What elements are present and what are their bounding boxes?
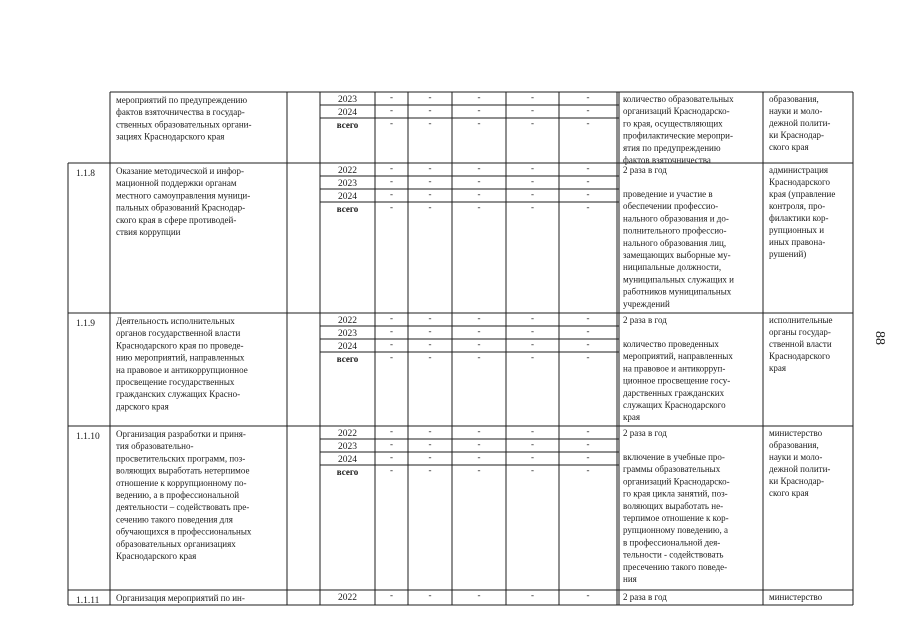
result-indicator-line: дарственных гражданских — [623, 387, 725, 398]
funding-cell: - — [477, 452, 481, 462]
executor-line: ственной власти — [769, 339, 832, 349]
executor-line: образования, — [769, 94, 819, 104]
funding-cell: - — [390, 189, 393, 199]
measure-name-line: дарского края — [116, 401, 169, 412]
measure-name-line: ского края в сфере противодей- — [116, 214, 237, 225]
funding-cell: - — [428, 313, 432, 323]
funding-cell: - — [390, 326, 393, 336]
result-indicator-line: го края цикла занятий, поз- — [623, 488, 728, 499]
executor-line: иных правона- — [769, 237, 826, 247]
result-indicator-line: организаций Краснодарско- — [623, 476, 730, 487]
result-indicator-line: служащих Краснодарского — [623, 400, 726, 410]
funding-cell: - — [428, 590, 432, 600]
executor-line: дежной полити- — [769, 464, 831, 474]
measure-name-line: деятельности – содействовать пре- — [116, 502, 250, 513]
measure-name-line: Оказание методической и инфор- — [116, 166, 245, 176]
year-label: 2024 — [338, 192, 357, 202]
result-indicator-line: муниципальных служащих и — [623, 274, 734, 285]
executor-line: образования, — [769, 440, 819, 450]
measure-name-line: сечению такого поведения для — [116, 514, 233, 525]
funding-cell: - — [428, 326, 432, 336]
measure-name-line: тия образовательно- — [116, 441, 194, 452]
funding-cell: - — [390, 339, 393, 349]
result-indicator-line: рупционному поведению, а — [623, 525, 729, 536]
result-indicator-line: обеспечении профессио- — [623, 201, 719, 212]
funding-cell: - — [586, 313, 590, 323]
measure-name-line: Деятельность исполнительных — [116, 316, 235, 326]
measure-name-line: Краснодарского края по проведе- — [116, 340, 244, 351]
measure-name-line: пальных образований Краснодар- — [116, 202, 246, 213]
measure-name-line: Организация разработки и приня- — [116, 429, 246, 439]
result-indicator-line: терпимое отношение к кор- — [623, 513, 729, 523]
year-label: 2023 — [338, 329, 357, 339]
measure-name-line: просветительских программ, поз- — [116, 453, 246, 464]
year-label: 2022 — [338, 429, 357, 439]
executor-line: рупционных и — [769, 225, 825, 235]
funding-cell: - — [531, 352, 534, 362]
result-indicator-line: нального образования и до- — [623, 213, 729, 224]
measure-name-line: местного самоуправления муници- — [116, 190, 251, 201]
executor-line: министерство — [769, 428, 823, 438]
measure-name-line: гражданских служащих Красно- — [116, 389, 241, 400]
funding-cell: - — [531, 105, 534, 115]
measure-name-line: мероприятий по предупреждению — [116, 95, 248, 105]
funding-cell: - — [477, 176, 481, 186]
funding-cell: - — [531, 426, 534, 436]
year-label: 2024 — [338, 455, 357, 465]
executor-line: Краснодарского — [769, 177, 831, 187]
frequency: 2 раза в год — [623, 428, 667, 438]
funding-cell: - — [531, 313, 534, 323]
total-label: всего — [336, 354, 359, 364]
result-indicator-line: пресечению такого поведе- — [623, 561, 728, 572]
table-content — [76, 92, 835, 606]
total-label: всего — [336, 467, 359, 477]
funding-cell: - — [586, 339, 590, 349]
result-indicator-line: организаций Краснодарско- — [623, 106, 730, 117]
year-label: 2022 — [338, 593, 357, 603]
funding-cell: - — [531, 590, 534, 600]
executor-line: органы государ- — [769, 327, 831, 337]
funding-cell: - — [390, 426, 393, 436]
row-number: 1.1.11 — [76, 596, 100, 606]
year-label: 2022 — [338, 166, 357, 176]
funding-cell: - — [428, 352, 432, 362]
executor-line: Краснодарского — [769, 351, 831, 361]
executor-line: края (управление — [769, 189, 836, 199]
frequency: 2 раза в год — [623, 315, 667, 325]
measure-name-line: Краснодарского края — [116, 551, 197, 561]
year-label: 2023 — [338, 95, 357, 105]
result-indicator-line: тельности - содействовать — [623, 549, 724, 560]
funding-cell: - — [477, 105, 481, 115]
result-indicator-line: фактов взяточничества — [623, 155, 711, 165]
funding-cell: - — [390, 176, 393, 186]
funding-cell: - — [477, 163, 481, 173]
measure-name-line: органов государственной власти — [116, 328, 241, 339]
year-label: 2023 — [338, 179, 357, 189]
result-indicator-line: граммы образовательных — [623, 464, 721, 475]
funding-cell: - — [428, 339, 432, 349]
page-number: 88 — [872, 331, 887, 345]
total-label: всего — [336, 120, 359, 130]
funding-cell: - — [390, 439, 393, 449]
result-indicator-line: количество проведенных — [623, 339, 719, 349]
result-indicator-line: включение в учебные про- — [623, 452, 725, 462]
funding-cell: - — [390, 92, 393, 102]
executor-line: ки Краснодар- — [769, 476, 825, 486]
result-indicator-line: го края, осуществляющих — [623, 118, 723, 129]
funding-cell: - — [428, 176, 432, 186]
year-label: 2024 — [338, 342, 357, 352]
funding-cell: - — [428, 163, 432, 173]
funding-cell: - — [477, 426, 481, 436]
funding-cell: - — [390, 465, 393, 475]
funding-cell: - — [390, 313, 393, 323]
funding-cell: - — [428, 118, 432, 128]
executor-line: ского края — [769, 488, 809, 498]
executor-line: рушений) — [769, 249, 807, 259]
funding-cell: - — [390, 118, 393, 128]
funding-cell: - — [428, 439, 432, 449]
measure-name-line: просвещение государственных — [116, 377, 235, 387]
frequency: 2 раза в год — [623, 165, 667, 175]
funding-cell: - — [477, 339, 481, 349]
funding-cell: - — [531, 439, 534, 449]
funding-cell: - — [586, 92, 590, 102]
executor-line: контроля, про- — [769, 201, 826, 211]
funding-cell: - — [586, 452, 590, 462]
measure-name-line: ственных образовательных органи- — [116, 119, 252, 130]
year-label: 2023 — [338, 442, 357, 452]
funding-cell: - — [428, 105, 432, 115]
funding-cell: - — [390, 590, 393, 600]
funding-cell: - — [531, 189, 534, 199]
funding-cell: - — [390, 105, 393, 115]
total-label: всего — [336, 204, 359, 214]
funding-cell: - — [428, 92, 432, 102]
executor-line: науки и моло- — [769, 452, 823, 462]
measure-name-line: отношение к коррупционному по- — [116, 477, 247, 488]
funding-cell: - — [477, 465, 481, 475]
funding-cell: - — [428, 452, 432, 462]
result-indicator-line: края — [623, 412, 641, 423]
result-indicator-line: работников муниципальных — [623, 286, 732, 297]
funding-cell: - — [390, 202, 393, 212]
measure-name-line: ведению, а в профессиональной — [116, 490, 240, 500]
funding-cell: - — [586, 465, 590, 475]
executor-line: края — [769, 363, 787, 373]
funding-cell: - — [428, 189, 432, 199]
row-number: 1.1.10 — [76, 432, 100, 442]
funding-cell: - — [477, 439, 481, 449]
result-indicator-line: на правовое и антикорруп- — [623, 363, 726, 374]
funding-cell: - — [477, 189, 481, 199]
funding-cell: - — [531, 465, 534, 475]
executor-line: министерство — [769, 592, 823, 602]
funding-cell: - — [477, 202, 481, 212]
funding-cell: - — [586, 426, 590, 436]
funding-cell: - — [586, 163, 590, 173]
funding-cell: - — [586, 352, 590, 362]
funding-cell: - — [531, 163, 534, 173]
row-number: 1.1.9 — [76, 319, 95, 329]
executor-line: ки Краснодар- — [769, 130, 825, 140]
measure-name-line: на правовое и антикоррупционное — [116, 364, 248, 375]
measure-name-line: обучающихся в профессиональных — [116, 526, 252, 537]
measure-name-line: мационной поддержки органам — [116, 178, 237, 189]
funding-cell: - — [586, 189, 590, 199]
funding-cell: - — [531, 202, 534, 212]
executor-line: администрация — [769, 165, 829, 175]
result-indicator-line: замещающих выборные му- — [623, 250, 731, 260]
funding-cell: - — [531, 92, 534, 102]
funding-cell: - — [586, 326, 590, 336]
funding-cell: - — [390, 452, 393, 462]
funding-cell: - — [390, 163, 393, 173]
result-indicator-line: профилактические меропри- — [623, 130, 733, 141]
funding-cell: - — [428, 426, 432, 436]
funding-cell: - — [477, 352, 481, 362]
result-indicator-line: нального образования лиц, — [623, 237, 727, 248]
result-indicator-line: воляющих выработать не- — [623, 500, 724, 511]
measure-name-line: образовательных организациях — [116, 538, 236, 549]
executor-line: исполнительные — [769, 315, 833, 325]
funding-cell: - — [428, 465, 432, 475]
executor-line: дежной полити- — [769, 118, 831, 128]
executor-line: ского края — [769, 142, 809, 152]
funding-cell: - — [586, 202, 590, 212]
measure-name-line: ствия коррупции — [116, 227, 181, 237]
funding-cell: - — [586, 439, 590, 449]
result-indicator-line: ционное просвещение госу- — [623, 375, 731, 386]
funding-cell: - — [477, 118, 481, 128]
result-indicator-line: проведение и участие в — [623, 189, 713, 199]
year-label: 2024 — [338, 108, 357, 118]
result-indicator-line: в профессиональной дея- — [623, 537, 721, 548]
frequency: 2 раза в год — [623, 592, 667, 602]
funding-cell: - — [477, 590, 481, 600]
funding-cell: - — [586, 176, 590, 186]
funding-cell: - — [477, 326, 481, 336]
funding-cell: - — [428, 202, 432, 212]
result-indicator-line: ния — [623, 574, 637, 584]
result-indicator-line: мероприятий, направленных — [623, 351, 733, 362]
measure-name-line: Организация мероприятий по ин- — [116, 593, 245, 603]
year-label: 2022 — [338, 316, 357, 326]
result-indicator-line: полнительного профессио- — [623, 225, 727, 236]
result-indicator-line: количество образовательных — [623, 94, 734, 104]
funding-cell: - — [531, 118, 534, 128]
funding-cell: - — [531, 326, 534, 336]
result-indicator-line: ятия по предупреждению — [623, 142, 721, 153]
funding-cell: - — [531, 452, 534, 462]
funding-cell: - — [531, 339, 534, 349]
funding-cell: - — [586, 105, 590, 115]
measure-name-line: фактов взяточничества в государ- — [116, 107, 245, 118]
funding-cell: - — [586, 118, 590, 128]
measure-name-line: воляющих выработать нетерпимое — [116, 465, 250, 476]
row-number: 1.1.8 — [76, 169, 95, 179]
funding-cell: - — [477, 92, 481, 102]
measure-name-line: зациях Краснодарского края — [116, 131, 225, 142]
funding-cell: - — [390, 352, 393, 362]
executor-line: науки и моло- — [769, 106, 823, 116]
result-indicator-line: учреждений — [623, 298, 670, 309]
executor-line: филактики кор- — [769, 213, 829, 223]
funding-cell: - — [531, 176, 534, 186]
result-indicator-line: ниципальные должности, — [623, 262, 722, 273]
funding-cell: - — [477, 313, 481, 323]
measure-name-line: нию мероприятий, направленных — [116, 352, 245, 363]
funding-cell: - — [586, 590, 590, 600]
